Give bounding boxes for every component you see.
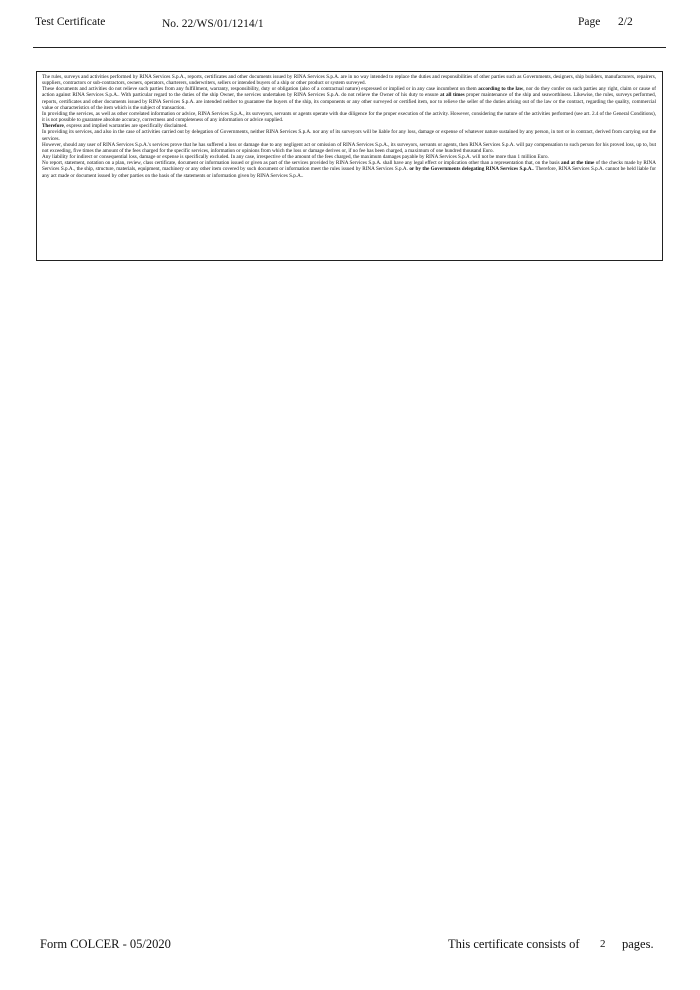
disclaimer-text: proper maintenance of the ship and seaworthiness. Likewise, the rules, surveys performed, reports, certificates and other documents issued by RINA Services S.p.A. are intended neither to guarantee the buyers of the ship, its components or any other surveyed or certified item, nor to relieve the seller of the duties arising out of the law or the contract, regarding the quality, commercial value or characteristics of the item which is the subject of transaction. — [42, 92, 656, 111]
disclaimer-text: , express and implied warranties are specifically disclaimed. — [63, 123, 188, 130]
disclaimer-text: of the checks made by RINA Services S.p.A., the ship, structure, materials, equipment, machinery or any other item covered by such document or information meet the rules issued by RINA Services S.p.A. — [42, 160, 656, 173]
page-count: 2 — [600, 938, 606, 950]
disclaimer-paragraph — [42, 142, 656, 154]
form-code: Form COLCER - 05/2020 — [40, 937, 171, 951]
page-label: Page — [578, 16, 601, 28]
disclaimer-emphasis: Therefore — [42, 123, 64, 130]
disclaimer-emphasis: and at the time — [561, 160, 595, 167]
header-divider — [33, 47, 666, 48]
disclaimer-emphasis: at all times — [440, 92, 465, 99]
disclaimer-text: Any liability for indirect or consequential loss, damage or expense is specifically excluded. In any case, irrespective of the amount of the fees charged, the maximum damages payable by RINA Services S.p.A. will not be more than 1 million Euro. — [42, 154, 549, 161]
disclaimer-text: . Therefore, RINA Services S.p.A. cannot be held liable for any act made or document issued by other parties on the basis of the statements or information given by RINA Services S.p.A.. — [42, 166, 657, 179]
disclaimer-paragraph — [42, 129, 656, 141]
disclaimer-text: No report, statement, notation on a plan, review, class certificate, document or information issued or given as part of the services provided by RINA Services S.p.A. shall have any legal effect or implication other than a representation that, on the basis — [42, 160, 560, 167]
disclaimer-paragraph — [42, 111, 656, 123]
disclaimer-text: , nor do they confer on such parties any right, claim or cause of action against RINA Services S.p.A.. With particular regard to the duties of the ship Owner, the services undertaken by RINA Services S.p.A. do not relieve the Owner of his duty to ensure — [42, 86, 657, 99]
pages-word: pages. — [622, 937, 654, 951]
certificate-number: No. 22/WS/01/1214/1 — [162, 18, 264, 30]
disclaimer-box — [36, 71, 663, 261]
disclaimer-paragraph — [42, 74, 656, 86]
disclaimer-paragraph — [42, 160, 656, 178]
disclaimer-text: However, should any user of RINA Services S.p.A.'s services prove that he has suffered a loss or damage due to any negligent act or omission of RINA Services S.p.A., its surveyors, servants or agents, then RINA Services S.p.A. will pay compensation to such person for his proved loss, up to, but not exceeding, five times the amount of the fees charged for the specific services, information or opinions from which the loss or damage derives or, if no fee has been charged, a maximum of one hundred thousand Euro. — [42, 141, 656, 154]
disclaimer-emphasis: according to the law — [478, 86, 524, 93]
disclaimer-paragraph — [42, 86, 656, 111]
disclaimer-text: The rules, surveys and activities performed by RINA Services S.p.A., reports, certificates and other documents issued by RINA Services S.p.A. are in no way intended to replace the duties and responsibilities of other parties such as Governments, designers, ship builders, manufacturers, repairers, suppliers, contractors or sub-contractors, owners, operators, charterers, underwriters, sellers or intended buyers of a ship or other product or system surveyed. — [42, 74, 656, 87]
disclaimer-text: These documents and activities do not relieve such parties from any fulfillment, warranty, responsibility, duty or obligation (also of a contractual nature) expressed or implied or in any case incumbent on them — [42, 86, 477, 93]
disclaimer-text: In providing its services, and also in the case of activities carried out by delegation of Governments, neither RINA Services S.p.A. nor any of its surveyors will be liable for any loss, damage or expense of whatever nature sustained by any person, in tort or in contract, derived from carrying out the services. — [42, 129, 656, 142]
consists-text: This certificate consists of — [448, 937, 580, 951]
disclaimer-text: In providing the services, as well as other correlated information or advice, RINA Services S.p.A., its surveyors, servants or agents operate with due diligence for the proper execution of the activity. However, considering the nature of the activities performed (see art. 2.4 of the General Conditions), it is not possible to guarantee absolute accuracy, correctness and completeness of any information or advice supplied. — [42, 110, 656, 124]
certificate-title: Test Certificate — [35, 16, 106, 28]
page-number: 2/2 — [618, 16, 633, 28]
disclaimer-emphasis: or by the Governments delegating RINA Services S.p.A. — [409, 166, 533, 173]
